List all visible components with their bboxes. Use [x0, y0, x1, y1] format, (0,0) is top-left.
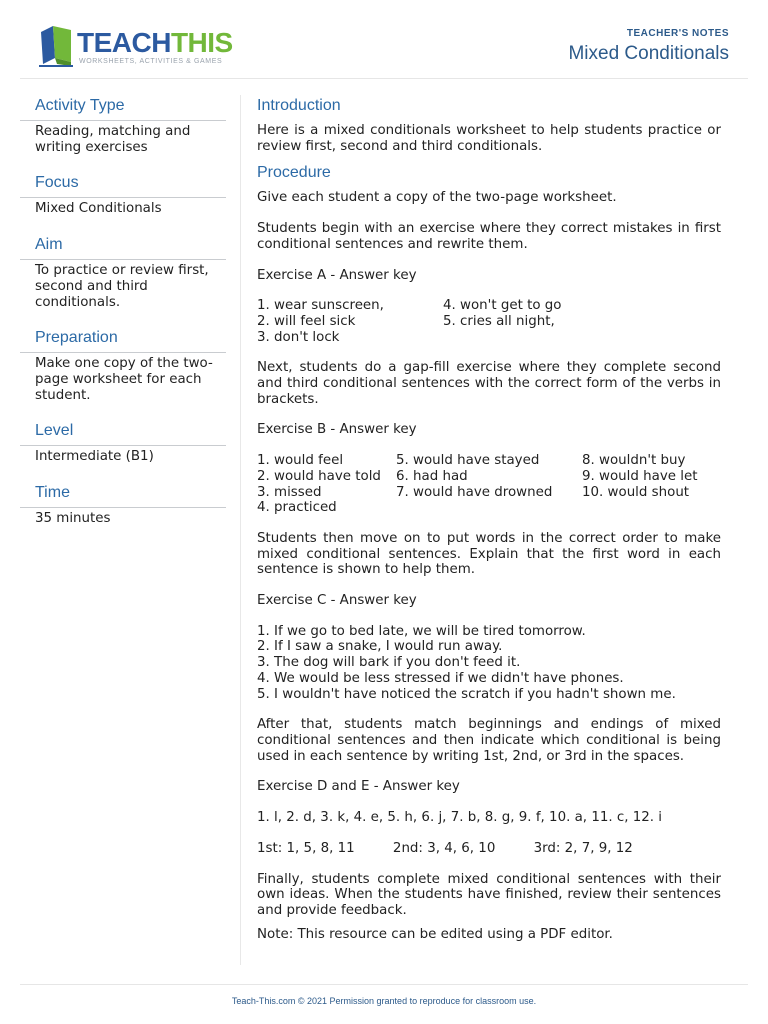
logo-tagline: WORKSHEETS, ACTIVITIES & GAMES — [79, 58, 223, 65]
answer-item: 4. practiced — [257, 500, 337, 516]
sidebar-text: 35 minutes — [35, 511, 111, 527]
answer-item: 3rd: 2, 7, 9, 12 — [533, 840, 633, 856]
footer-copyright: Teach-This.com © 2021 Permission granted to reproduce for classroom use. — [231, 996, 537, 1006]
answer-item: 8. wouldn't buy — [582, 453, 686, 469]
procedure-paragraph: Students begin with an exercise where they correct mistakes in first conditional sentences and rewrite them. — [257, 221, 721, 252]
introduction-text: Here is a mixed conditionals worksheet to help students practice or review first, second and third conditionals. — [257, 123, 721, 154]
book-logo-icon — [37, 24, 77, 68]
exercise-de-title: Exercise D and E - Answer key — [257, 779, 460, 795]
exercise-c-title: Exercise C - Answer key — [257, 593, 417, 609]
sidebar-text: Intermediate (B1) — [35, 449, 154, 465]
answer-item: 5. would have stayed — [396, 453, 540, 469]
sidebar-text: To practice or review first, second and third conditionals. — [35, 263, 209, 310]
exercise-b-answers — [257, 453, 721, 516]
exercise-d-answers: 1. l, 2. d, 3. k, 4. e, 5. h, 6. j, 7. b, 8. g, 9. f, 10. a, 11. c, 12. i — [257, 810, 663, 826]
procedure-paragraph: Next, students do a gap-fill exercise where they complete second and third conditional sentences with the correct form of the verbs in brackets. — [257, 360, 721, 407]
answer-item: 5. I wouldn't have noticed the scratch if you hadn't shown me. — [257, 686, 676, 702]
edit-note: Note: This resource can be edited using a PDF editor. — [257, 926, 613, 942]
answer-item: 1. wear sunscreen, — [257, 298, 384, 314]
document-title: Mixed Conditionals — [568, 43, 729, 64]
sidebar-heading: Preparation — [20, 327, 226, 353]
answer-item: 1. would feel — [257, 453, 344, 469]
procedure-paragraph: After that, students match beginnings and endings of mixed conditional sentences and then indicate which conditional is being used in each sentence by writing 1st, 2nd, or 3rd in the spaces. — [257, 717, 721, 764]
answer-item — [582, 500, 721, 516]
answer-item: 6. had had — [396, 468, 468, 484]
answer-item: 9. would have let — [582, 468, 698, 484]
logo-wordmark — [77, 28, 233, 58]
answer-item — [396, 500, 582, 516]
sidebar-heading: Level — [20, 420, 226, 446]
logo — [37, 24, 233, 70]
exercise-a-title: Exercise A - Answer key — [257, 267, 417, 283]
sidebar-focus — [20, 172, 226, 217]
procedure-paragraph: Students then move on to put words in the correct order to make mixed conditional sentences. Explain that the first word in each sentence is shown to help them. — [257, 530, 721, 578]
answer-item: 2. would have told — [257, 468, 381, 484]
answer-item: 3. don't lock — [257, 329, 340, 345]
logo-word-teach: TEACH — [77, 27, 171, 58]
answer-item: 2nd: 3, 4, 6, 10 — [392, 840, 496, 856]
answer-item: 4. We would be less stressed if we didn't have phones. — [257, 670, 624, 686]
sidebar-text: Reading, matching and writing exercises — [35, 124, 191, 155]
answer-item: 5. cries all night, — [443, 313, 555, 329]
sidebar-time — [20, 482, 226, 527]
exercise-a-answers — [257, 298, 721, 345]
sidebar-heading: Activity Type — [20, 95, 226, 121]
answer-item: 1. If we go to bed late, we will be tired tomorrow. — [257, 623, 586, 639]
sidebar-activity-type — [20, 95, 226, 155]
column-divider — [240, 95, 241, 965]
sidebar-heading: Aim — [20, 234, 226, 260]
procedure-paragraph: Finally, students complete mixed conditional sentences with their own ideas. When the students have finished, review their sentences and provide feedback. — [257, 871, 721, 918]
sidebar — [20, 95, 226, 544]
answer-item: 3. The dog will bark if you don't feed it. — [257, 655, 521, 671]
sidebar-preparation — [20, 327, 226, 403]
sidebar-text: Make one copy of the two-page worksheet for each student. — [35, 356, 213, 403]
teachers-notes-label: TEACHER'S NOTES — [626, 28, 729, 39]
answer-item — [443, 330, 623, 346]
footer-divider — [20, 984, 748, 985]
sidebar-text: Mixed Conditionals — [35, 201, 162, 217]
sidebar-level — [20, 420, 226, 465]
answer-item: 4. won't get to go — [443, 298, 562, 314]
procedure-paragraph: Give each student a copy of the two-page worksheet. — [257, 190, 617, 206]
sidebar-heading: Time — [20, 482, 226, 508]
logo-word-this: THIS — [170, 27, 233, 58]
exercise-c-answers — [257, 624, 721, 703]
exercise-e-answers — [257, 841, 721, 857]
answer-item: 3. missed — [257, 484, 322, 500]
sidebar-heading: Focus — [20, 172, 226, 198]
procedure-heading: Procedure — [257, 164, 331, 182]
exercise-b-title: Exercise B - Answer key — [257, 422, 417, 438]
introduction-heading: Introduction — [257, 97, 341, 114]
main-content — [257, 95, 721, 957]
answer-item: 7. would have drowned — [396, 484, 553, 500]
answer-item: 1st: 1, 5, 8, 11 — [257, 840, 355, 856]
sidebar-aim — [20, 234, 226, 310]
answer-item: 10. would shout — [582, 484, 690, 500]
answer-item: 2. will feel sick — [257, 313, 356, 329]
header-divider — [20, 78, 748, 79]
answer-item: 2. If I saw a snake, I would run away. — [257, 639, 503, 655]
